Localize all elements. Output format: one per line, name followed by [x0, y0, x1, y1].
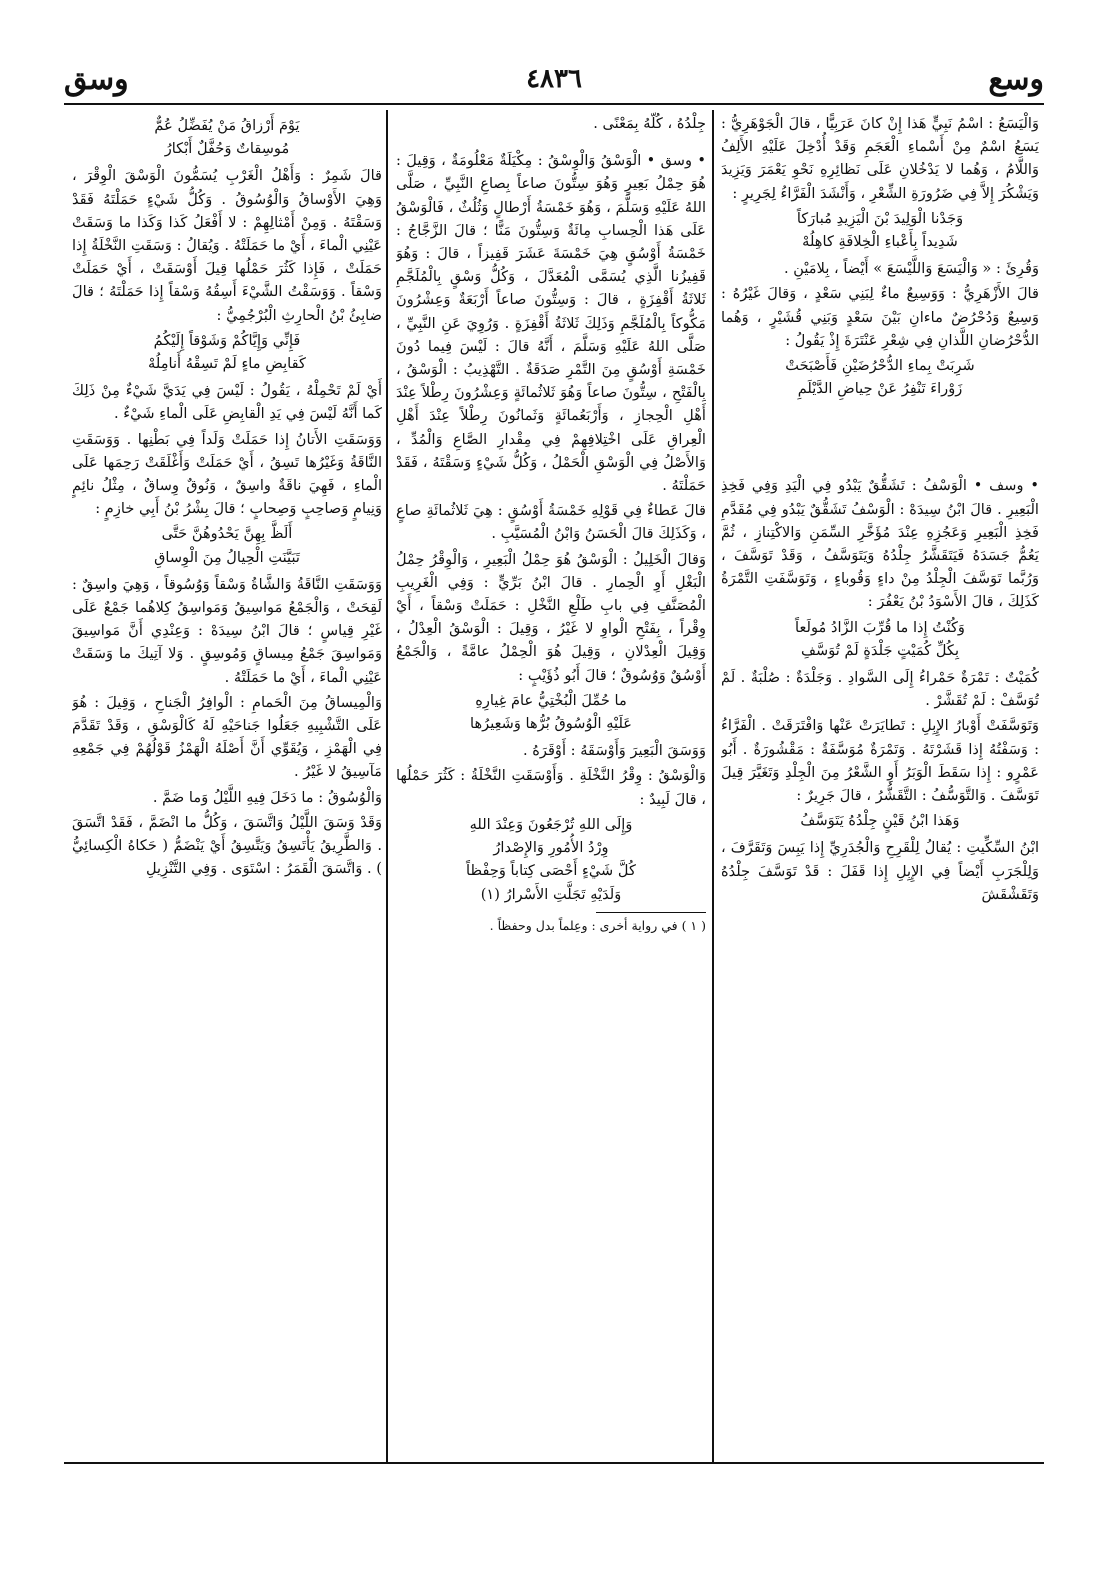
verse-line: فَإِنِّي وَإِيَّاكُمْ وَشَوْقاً إِلَيْكُمُ	[153, 331, 301, 349]
verse-line: وَلَدَيْهِ تَجَلَّتِ الأَسْرارُ (١)	[480, 885, 622, 903]
verse-line: وِرْدُ الأُمُورِ وَالإِصْدارُ	[493, 839, 609, 857]
spacer	[721, 404, 1039, 474]
header-root-word-right: وسع	[988, 62, 1044, 97]
footnote: ( ١ ) في رواية أخرى : وعِلماً بدل وحفظاً .	[489, 917, 706, 933]
verse	[396, 813, 706, 906]
paragraph: وَوَسَقَتِ الأَتانُ إِذا حَمَلَتْ وَلَداً فِي بَطْنِها . وَوَسَقَتِ النَّاقَةُ وَغَيْرُها تَسِقُ ، أَيْ حَمَلَتْ وَأَغْلَقَتْ رَحِمَها عَلَى الْماءِ ، فَهِيَ ناقَةٌ واسِقٌ ، وَنُوقٌ وِساقٌ ، مِثْلُ نائِمٍ وَنِيامٍ وَصاحِبٍ وَصِحابٍ ؛ قالَ بِشْرُ بْنُ أَبِي خازِمٍ :	[72, 430, 382, 518]
column-divider	[712, 110, 714, 1462]
page-number: ٤٨٣٦	[526, 64, 582, 94]
paragraph: كُمَيْتٌ : تَمْرَةٌ حَمْراءُ إِلَى السَّوادِ . وَجَلْدَةٌ : صُلْبَةٌ . لَمْ تُوَسَّفْ : لَمْ تُقَشَّرْ .	[721, 669, 1039, 710]
verse-line: عَلَيْهِ الْوُسُوقُ بُرُّها وَشَعِيرُها	[470, 715, 632, 733]
verse	[721, 809, 1039, 832]
paragraph: وَالْوُسُوقُ : ما دَخَلَ فِيهِ اللَّيْلُ وَما ضَمَّ .	[152, 788, 382, 806]
verse-line: بِكُلِّ كُمَيْتٍ جَلْدَةٍ لَمْ تُوَسَّفِ	[800, 641, 960, 659]
verse-line: وَجَدْنا الْوَلِيدَ بْنَ الْيَزِيدِ مُبارَكاً	[796, 209, 964, 227]
paragraph: وَالْوَسْقُ : وِقْرُ النَّخْلَةِ . وَأَوْسَقَتِ النَّخْلَةُ : كَثُرَ حَمْلُها ، قالَ لَبِيدٌ :	[396, 767, 706, 808]
verse-line: زَوْراءَ تَنْفِرُ عَنْ حِياضِ الدَّيْلَمِ	[797, 380, 963, 398]
paragraph: وَوَسَقَ الْبَعِيرَ وَأَوْسَقَهُ : أَوْقَرَهُ .	[522, 742, 706, 760]
verse	[72, 329, 382, 375]
paragraph: قالَ الأَزْهَرِيُّ : وَوَسِيعٌ ماءٌ لِبَنِي سَعْدٍ ، وَقالَ غَيْرُهُ : وَسِيعٌ وَدُحْرُضٌ ماءانِ بَيْنَ سَعْدٍ وَبَنِي قُشَيْرٍ ، وَهُما الدُّحْرُضانِ اللَّذانِ فِي شِعْرِ عَنْتَرَةَ إِذْ يَقُولُ :	[721, 285, 1039, 349]
verse-line: ما حُمِّلَ الْبُخْتِيُّ عامَ غِيارِهِ	[475, 691, 627, 709]
verse-line: مُوسِقاتٌ وَحُفَّلٌ أَبْكارُ	[164, 140, 290, 158]
verse	[721, 207, 1039, 253]
verse	[72, 114, 382, 160]
paragraph: أَيْ لَمْ تَحْمِلْهُ ، يَقُولُ : لَيْسَ فِي يَدَيَّ شَيْءٌ مِنْ ذَلِكَ كَما أَنَّهُ لَيْسَ فِي يَدِ الْقابِضِ عَلَى الْماءِ شَيْءٌ .	[72, 382, 382, 423]
paragraph: ابْنُ السِّكِّيتِ : يُقالُ لِلْقَرِحِ وَالْجُدَرِيِّ إِذا يَبِسَ وَتَقَرَّفَ ، وَلِلْجَرَبِ أَيْضاً فِي الإِبِلِ إِذا قَفَلَ : قَدْ تَوَسَّفَ جِلْدُهُ وَتَقَشْقَشَ	[721, 839, 1039, 903]
paragraph: وَوَسَقَتِ النَّاقَةُ وَالشَّاةُ وَسْقاً وَوُسُوقاً ، وَهِيَ واسِقٌ : لَقِحَتْ ، وَالْجَمْعُ مَواسِيقُ وَمَواسِقُ كِلاهُما جَمْعٌ عَلَى غَيْرِ قِياسٍ ؛ قالَ ابْنُ سِيدَهْ : وَعِنْدِي أَنَّ مَواسِيقَ وَمَواسِقَ جَمْعُ مِيساقٍ وَمُوسِقٍ . وَلا آتِيكَ ما وَسَقَتْ عَيْنِي الْماءَ ، أَيْ ما حَمَلَتْهُ .	[72, 575, 382, 686]
verse-line: وَكُنْتُ إِذا ما قُرِّبَ الزَّادُ مُولَعاً	[795, 618, 965, 636]
verse-line: يَوْمَ أَرْزاقُ مَنْ يُفَضِّلُ عُمٌّ	[154, 117, 300, 134]
page-header	[64, 62, 1044, 102]
verse	[721, 616, 1039, 662]
paragraph: وَالْمِيساقُ مِنَ الْحَمامِ : الْوافِرُ الْجَناحِ ، وَقِيلَ : هُوَ عَلَى التَّشْبِيهِ جَعَلُوا جَناحَيْهِ لَهُ كَالْوَسْقِ ، وَقَدْ تَقَدَّمَ فِي الْهَمْزِ ، وَيُقَوِّي أَنَّ أَصْلَهُ الْهَمْزُ قَوْلُهُمْ فِي جَمْعِهِ مَآسِيقُ لا غَيْرُ .	[72, 693, 382, 781]
paragraph: قالَ عَطاءٌ فِي قَوْلِهِ خَمْسَةُ أَوْسُقٍ : هِيَ ثَلاثُمائَةِ صاعٍ ، وَكَذَلِكَ قالَ الْحَسَنُ وَابْنُ الْمُسَيَّبِ .	[396, 502, 706, 543]
paragraph: وَقُرِئَ : « وَالْيَسَعَ وَاللَّيْسَعَ » أَيْضاً ، بِلامَيْنِ .	[784, 260, 1039, 278]
column-right	[721, 112, 1039, 1462]
verse-line: تَبَيَّنَتِ الْحِيالُ مِنَ الْوِساقِ	[154, 548, 300, 566]
paragraph: جِلْدُهُ ، كُلُّهُ بِمَعْنًى .	[593, 115, 706, 132]
column-middle	[396, 112, 706, 1462]
verse-line: وَهَذا ابْنُ قَيْنٍ جِلْدُهُ يَتَوَسَّفُ	[800, 812, 960, 830]
verse-line: شَرِبَتْ بِماءِ الدُّحْرُضَيْنِ فَأَصْبَحَتْ	[785, 357, 975, 375]
footnote-rule	[596, 912, 706, 913]
header-rule	[64, 103, 1044, 105]
column-left	[72, 112, 382, 1462]
paragraph: وَقالَ الْخَلِيلُ : الْوَسْقُ هُوَ حِمْلُ الْبَعِيرِ ، وَالْوِقْرُ حِمْلُ الْبَغْلِ أَوِ الْحِمارِ . قالَ ابْنُ بَرِّيٍّ : وَفِي الْغَرِيبِ الْمُصَنَّفِ فِي بابِ طَلْعِ النَّخْلِ : حَمَلَتْ وَسْقاً ، أَيْ وِقْراً ، بِفَتْحِ الْواوِ لا غَيْرُ ، وَقِيلَ : الْوَسْقُ الْعِدْلُ ، وَقِيلَ الْعِدْلانِ ، وَقِيلَ هُوَ الْحِمْلُ عامَّةً ، وَالْجَمْعُ أَوْسُقٌ وَوُسُوقٌ ؛ قالَ أَبُو ذُؤَيْبٍ :	[396, 550, 706, 684]
paragraph: وَتَوَسَّفَتْ أَوْبارُ الإِبِلِ : تَطايَرَتْ عَنْها وَافْتَرَقَتْ . الْفَرَّاءُ : وَسَفْتُهُ إِذا قَشَرْتَهُ . وَتَمْرَةٌ مُوَسَّفَةٌ : مَقْشُورَةٌ . أَبُو عَمْرٍو : إِذا سَقَطَ الْوَبَرُ أَوِ الشَّعْرُ مِنَ الْجِلْدِ وَتَغَيَّرَ قِيلَ تَوَسَّفَ . وَالتَّوَسُّفُ : التَّقَشُّرُ ، قالَ جَرِيرٌ :	[721, 717, 1039, 805]
verse-line: وَإِلَى اللهِ تُرْجَعُونَ وَعِنْدَ اللهِ	[469, 815, 633, 833]
verse-line: شَدِيداً بِأَعْباءِ الْخِلافَةِ كاهِلُهْ	[802, 233, 958, 251]
verse	[72, 522, 382, 568]
paragraph: قالَ شَمِرٌ : وَأَهْلُ الْغَرْبِ يُسَمُّونَ الْوَسْقَ الْوِقْرَ ، وَهِيَ الأَوْساقُ وَالْوُسُوقُ . وَكُلُّ شَيْءٍ حَمَلْتَهُ فَقَدْ وَسَقْتَهُ . وَمِنْ أَمْثالِهِمْ : لا أَفْعَلُ كَذا وَكَذا ما وَسَقَتْ عَيْنِي الْماءَ ، أَيْ ما حَمَلَتْهُ . وَيُقالُ : وَسَقَتِ النَّخْلَةُ إِذا حَمَلَتْ ، فَإِذا كَثُرَ حَمْلُها قِيلَ أَوْسَقَتْ ، أَيْ حَمَلَتْ وَسْقاً . وَوَسَقْتُ الشَّيْءَ أَسِقُهُ وَسْقاً إِذا حَمَلْتَهُ ؛ قالَ ضابِئُ بْنُ الْحارِثِ الْبُرْجُمِيُّ :	[72, 167, 382, 324]
verse	[721, 354, 1039, 400]
entry-wasf: • وسف • الْوَسْفُ : تَشَقُّقٌ يَبْدُو فِي الْيَدِ وَفِي فَخِذِ الْبَعِيرِ . قالَ ابْنُ سِيدَهْ : الْوَسْفُ تَشَقُّقٌ يَبْدُو فِي مُقَدَّمِ فَخِذِ الْبَعِيرِ وَعَجُزِهِ عِنْدَ مُؤَخَّرِ السِّمَنِ وَالاكْتِنازِ ، ثُمَّ يَعُمُّ جَسَدَهُ فَيَتَقَشَّرُ جِلْدُهُ وَيَتَوَسَّفُ ، وَقَدْ تَوَسَّفَ ، وَرُبَّما تَوَسَّفَ الْجِلْدُ مِنْ داءٍ وَقُوباءٍ ، وَتَوَسَّفَتِ التَّمْرَةُ كَذَلِكَ ، قالَ الأَسْوَدُ بْنُ يَعْفُرَ :	[721, 477, 1039, 611]
footer-rule	[64, 1462, 1044, 1464]
header-root-word-left: وسق	[64, 62, 129, 97]
column-divider	[386, 110, 388, 1462]
spacer	[396, 137, 706, 149]
paragraph: وَالْيَسَعُ : اسْمُ نَبِيٍّ هَذا إِنْ كانَ عَرَبِيًّا ، قالَ الْجَوْهَرِيُّ : يَسَعُ اسْمٌ مِنْ أَسْماءِ الْعَجَمِ وَقَدْ أُدْخِلَ عَلَيْهِ الأَلِفُ وَاللَّامُ ، وَهُما لا يَدْخُلانِ عَلَى نَظائِرِهِ نَحْوِ يَعْمَرَ وَيَزِيدَ وَيَشْكُرَ إِلاَّ فِي ضَرُورَةِ الشِّعْرِ ، وَأَنْشَدَ الْفَرَّاءُ لِجَرِيرٍ :	[721, 115, 1039, 202]
verse-line: أَلَظَّ بِهِنَّ يَحْدُوهُنَّ حَتَّى	[161, 525, 293, 543]
verse-line: كَقابِضِ ماءٍ لَمْ تَسِقْهُ أَنامِلُهْ	[148, 355, 306, 373]
paragraph: وَقَدْ وَسَقَ اللَّيْلُ وَاتَّسَقَ ، وَكُلُّ ما انْضَمَّ ، فَقَدْ اتَّسَقَ . وَالطَّرِيقُ يَأْتَسِقُ وَيَتَّسِقُ أَيْ يَنْضَمُّ ( حَكاهُ الْكِسائِيُّ ) . وَاتَّسَقَ الْقَمَرُ : اسْتَوَى . وَفِي التَّنْزِيلِ	[72, 813, 382, 878]
verse	[396, 689, 706, 735]
verse-line: كُلَّ شَيْءٍ أَحْصَى كِتاباً وَحِفْظاً	[466, 862, 636, 880]
entry-wasq: • وسق • الْوَسْقُ وَالْوِسْقُ : مِكْيَلَةٌ مَعْلُومَةٌ ، وَقِيلَ : هُوَ حِمْلُ بَعِيرٍ وَهُوَ سِتُّونَ صاعاً بِصاعِ النَّبِيِّ ، صَلَّى اللهُ عَلَيْهِ وَسَلَّمَ ، وَهُوَ خَمْسَةُ أَرْطالٍ وَثُلُثٌ ، فَالْوَسْقُ عَلَى هَذا الْحِسابِ مِائَةٌ وَسِتُّونَ مَنًّا ؛ قالَ الزَّجَّاجُ : خَمْسَةُ أَوْسُقٍ هِيَ خَمْسَةَ عَشَرَ قَفِيزاً ، قالَ : وَهُوَ قَفِيزُنا الَّذِي يُسَمَّى الْمُعَدَّلَ ، وَكُلُّ وَسْقٍ بِالْمُلَجَّمِ ثَلاثَةُ أَقْفِزَةٍ ، قالَ : وَسِتُّونَ صاعاً أَرْبَعَةٌ وَعِشْرُونَ مَكُّوكاً بِالْمُلَجَّمِ وَذَلِكَ ثَلاثَةُ أَقْفِزَةٍ . وَرُوِيَ عَنِ النَّبِيِّ ، صَلَّى اللهُ عَلَيْهِ وَسَلَّمَ ، أَنَّهُ قالَ : لَيْسَ فِيما دُونَ خَمْسَةِ أَوْسُقٍ مِنَ التَّمْرِ صَدَقَةٌ . التَّهْذِيبُ : الْوَسْقُ ، بِالْفَتْحِ ، سِتُّونَ صاعاً وَهُوَ ثَلاثُمائَةٍ وَعِشْرُونَ رِطْلاً عِنْدَ أَهْلِ الْحِجازِ ، وَأَرْبَعُمائَةٍ وَثَمانُونَ رِطْلاً عِنْدَ أَهْلِ الْعِراقِ عَلَى اخْتِلافِهِمْ فِي مِقْدارِ الصَّاعِ وَالْمُدِّ ، وَالأَصْلُ فِي الْوَسْقِ الْحَمْلُ ، وَكُلُّ شَيْءٍ وَسَقْتَهُ ، فَقَدْ حَمَلْتَهُ .	[396, 152, 706, 495]
